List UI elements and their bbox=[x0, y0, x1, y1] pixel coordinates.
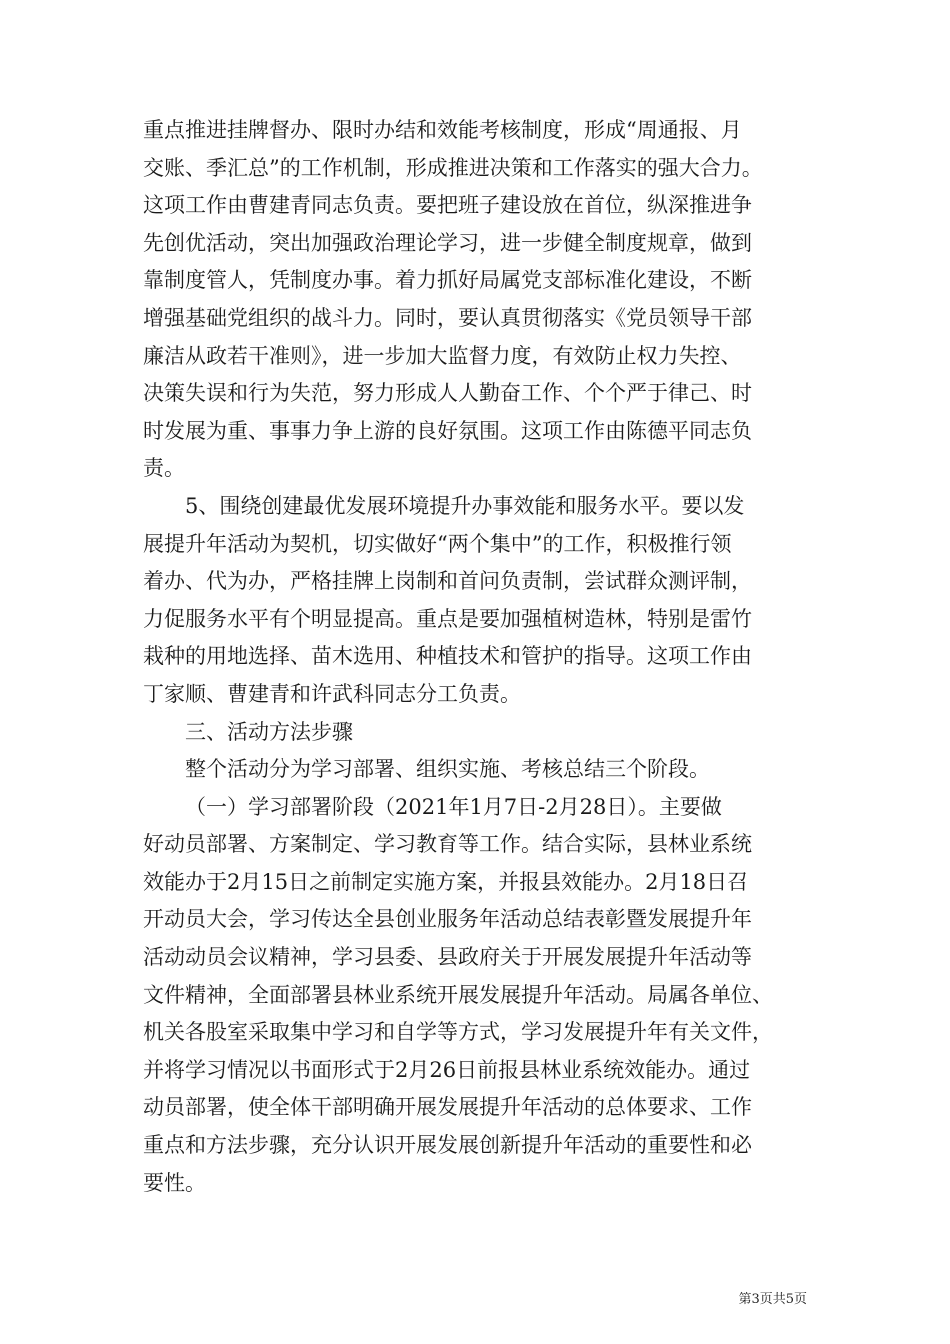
subsection-heading: （一）学习部署阶段（2021年1月7日-2月28日）。主要做 bbox=[185, 794, 722, 819]
text-line: 交账、季汇总”的工作机制，形成推进决策和工作落实的强大合力。 bbox=[143, 155, 763, 180]
text-line: 力促服务水平有个明显提高。重点是要加强植树造林，特别是雷竹 bbox=[143, 606, 752, 631]
text-line: 文件精神，全面部署县林业系统开展发展提升年活动。局属各单位、 bbox=[143, 982, 773, 1007]
text-line: 开动员大会，学习传达全县创业服务年活动总结表彰暨发展提升年 bbox=[143, 907, 752, 932]
text-line: 整个活动分为学习部署、组织实施、考核总结三个阶段。 bbox=[185, 757, 710, 782]
text-line: 重点推进挂牌督办、限时办结和效能考核制度，形成“周通报、月 bbox=[143, 118, 742, 142]
text-line: 这项工作由曹建青同志负责。要把班子建设放在首位，纵深推进争 bbox=[143, 193, 752, 218]
text-line: 活动动员会议精神，学习县委、县政府关于开展发展提升年活动等 bbox=[143, 945, 752, 970]
text-line: 时发展为重、事事力争上游的良好氛围。这项工作由陈德平同志负 bbox=[143, 418, 752, 443]
text-line: 靠制度管人，凭制度办事。着力抓好局属党支部标准化建设，不断 bbox=[143, 268, 752, 293]
text-line: 重点和方法步骤，充分认识开展发展创新提升年活动的重要性和必 bbox=[143, 1133, 752, 1158]
text-line: 展提升年活动为契机，切实做好“两个集中”的工作，积极推行领 bbox=[143, 531, 732, 556]
text-line: 着办、代为办，严格挂牌上岗制和首问负责制，尝试群众测评制， bbox=[143, 569, 752, 594]
text-line: 5、围绕创建最优发展环境提升办事效能和服务水平。要以发 bbox=[185, 493, 745, 518]
document-body bbox=[143, 112, 809, 1202]
text-line: 责。 bbox=[143, 456, 185, 481]
text-line: 要性。 bbox=[143, 1170, 206, 1195]
text-line: 栽种的用地选择、苗木选用、种植技术和管护的指导。这项工作由 bbox=[143, 644, 752, 669]
text-line: 机关各股室采取集中学习和自学等方式，学习发展提升年有关文件， bbox=[143, 1020, 773, 1045]
text-line: 决策失误和行为失范，努力形成人人勤奋工作、个个严于律己、时 bbox=[143, 381, 752, 406]
page-number: 第3页共5页 bbox=[738, 1292, 807, 1307]
section-heading: 三、活动方法步骤 bbox=[185, 719, 353, 744]
text-line: 效能办于2月15日之前制定实施方案，并报县效能办。2月18日召 bbox=[143, 869, 749, 894]
text-line: 先创优活动，突出加强政治理论学习，进一步健全制度规章，做到 bbox=[143, 230, 752, 255]
text-line: 动员部署，使全体干部明确开展发展提升年活动的总体要求、工作 bbox=[143, 1095, 752, 1120]
text-line: 并将学习情况以书面形式于2月26日前报县林业系统效能办。通过 bbox=[143, 1057, 751, 1082]
text-line: 增强基础党组织的战斗力。同时，要认真贯彻落实《党员领导干部 bbox=[143, 305, 752, 330]
text-line: 好动员部署、方案制定、学习教育等工作。结合实际，县林业系统 bbox=[143, 832, 752, 857]
text-line: 廉洁从政若干准则》，进一步加大监督力度，有效防止权力失控、 bbox=[143, 343, 742, 368]
text-line: 丁家顺、曹建青和许武科同志分工负责。 bbox=[143, 681, 521, 706]
